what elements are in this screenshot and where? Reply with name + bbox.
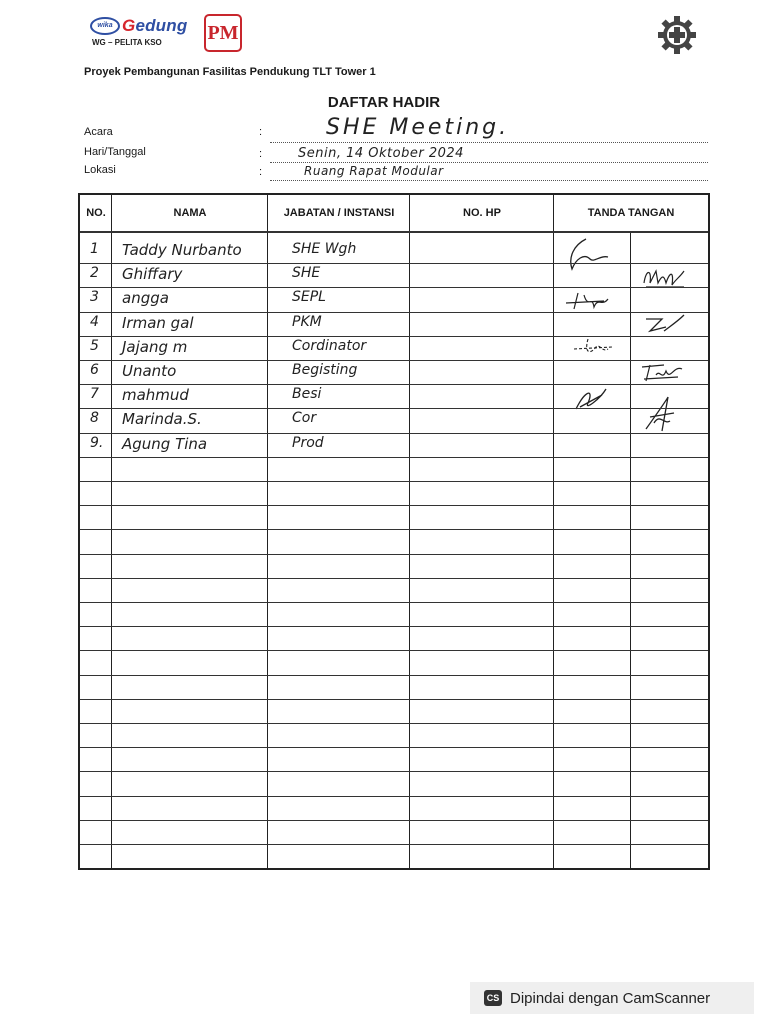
row-divider	[80, 650, 708, 651]
row-divider	[80, 675, 708, 676]
row-name: Marinda.S.	[122, 410, 202, 429]
row-position: Cor	[292, 410, 317, 427]
row-number: 4	[90, 313, 99, 330]
row-divider	[80, 578, 708, 579]
row-divider	[80, 723, 708, 724]
row-divider	[80, 336, 708, 337]
signature-5	[572, 337, 620, 359]
signature-6	[638, 361, 688, 385]
row-position: Besi	[292, 386, 322, 403]
row-divider	[80, 529, 708, 530]
company-logo	[90, 14, 250, 54]
row-number: 6	[90, 362, 99, 378]
col-divider	[267, 195, 268, 868]
camscanner-badge	[470, 982, 754, 1014]
row-name: Taddy Nurbanto	[122, 241, 242, 259]
row-position: SHE Wgh	[292, 241, 357, 257]
row-number: 2	[90, 265, 99, 282]
brand-name: Gedung	[122, 16, 188, 35]
brand-logo	[90, 16, 187, 36]
row-divider	[80, 844, 708, 845]
row-divider	[80, 796, 708, 797]
row-number: 3	[90, 289, 99, 306]
row-divider	[80, 384, 708, 385]
row-divider	[80, 747, 708, 748]
hari-tanggal-line	[270, 162, 708, 163]
row-divider	[80, 626, 708, 627]
row-name: Unanto	[122, 362, 177, 380]
row-divider	[80, 554, 708, 555]
attendance-table	[78, 193, 710, 870]
col-divider	[630, 231, 631, 868]
col-divider	[409, 195, 410, 868]
row-divider	[80, 771, 708, 772]
row-divider	[80, 457, 708, 458]
row-number: 9.	[90, 434, 104, 451]
row-divider	[80, 505, 708, 506]
row-position: SHE	[292, 265, 321, 282]
brand-oval-logo: wika	[90, 17, 120, 35]
row-number: 5	[90, 337, 99, 354]
hari-tanggal-value: Senin, 14 Oktober 2024	[298, 146, 464, 161]
col-divider	[111, 195, 112, 868]
signature-8	[640, 395, 680, 435]
header-jabatan: JABATAN / INSTANSI	[283, 207, 395, 219]
hari-tanggal-colon: :	[259, 148, 263, 160]
acara-label: Acara	[84, 126, 113, 138]
header-nama: NAMA	[173, 207, 207, 219]
header-no: NO.	[86, 207, 106, 219]
row-position: PKM	[292, 313, 322, 330]
row-divider	[80, 481, 708, 482]
lokasi-line	[270, 180, 708, 181]
row-divider	[80, 312, 708, 313]
row-divider	[80, 408, 708, 409]
header-tanda-tangan: TANDA TANGAN	[587, 207, 675, 219]
row-divider	[80, 360, 708, 361]
acara-line	[270, 142, 708, 143]
hari-tanggal-label: Hari/Tanggal	[84, 146, 146, 158]
row-name: mahmud	[122, 386, 189, 405]
row-name: Ghiffary	[122, 265, 183, 284]
row-position: Cordinator	[292, 337, 367, 354]
row-number: 7	[90, 386, 99, 403]
pm-logo: PM	[204, 14, 242, 52]
signature-4	[642, 313, 686, 335]
camscanner-icon: CS	[484, 990, 502, 1006]
brand-subtitle: WG – PELITA KSO	[92, 38, 162, 47]
signature-1	[564, 235, 614, 279]
row-number: 1	[90, 241, 99, 257]
header-divider	[80, 231, 708, 233]
row-position: Begisting	[292, 362, 358, 378]
col-divider	[553, 195, 554, 868]
row-name: angga	[122, 289, 169, 308]
row-position: SEPL	[292, 289, 326, 306]
row-position: Prod	[292, 434, 324, 451]
document-title: DAFTAR HADIR	[327, 94, 441, 111]
row-divider	[80, 820, 708, 821]
row-divider	[80, 287, 708, 288]
lokasi-label: Lokasi	[84, 164, 116, 176]
row-name: Irman gal	[122, 313, 194, 332]
project-title: Proyek Pembangunan Fasilitas Pendukung TLT Tower 1	[84, 66, 376, 78]
row-divider	[80, 433, 708, 434]
row-name: Agung Tina	[122, 434, 208, 453]
safety-gear-cross-icon	[657, 15, 697, 55]
lokasi-value: Ruang Rapat Modular	[304, 164, 444, 178]
camscanner-text: Dipindai dengan CamScanner	[510, 989, 711, 1007]
row-divider	[80, 602, 708, 603]
acara-colon: :	[259, 126, 263, 138]
header-no-hp: NO. HP	[463, 207, 501, 219]
row-divider	[80, 263, 708, 264]
row-number: 8	[90, 410, 99, 427]
lokasi-colon: :	[259, 166, 263, 178]
signature-3	[564, 291, 614, 311]
row-name: Jajang m	[122, 337, 188, 356]
acara-value: SHE Meeting.	[326, 115, 510, 140]
row-divider	[80, 699, 708, 700]
